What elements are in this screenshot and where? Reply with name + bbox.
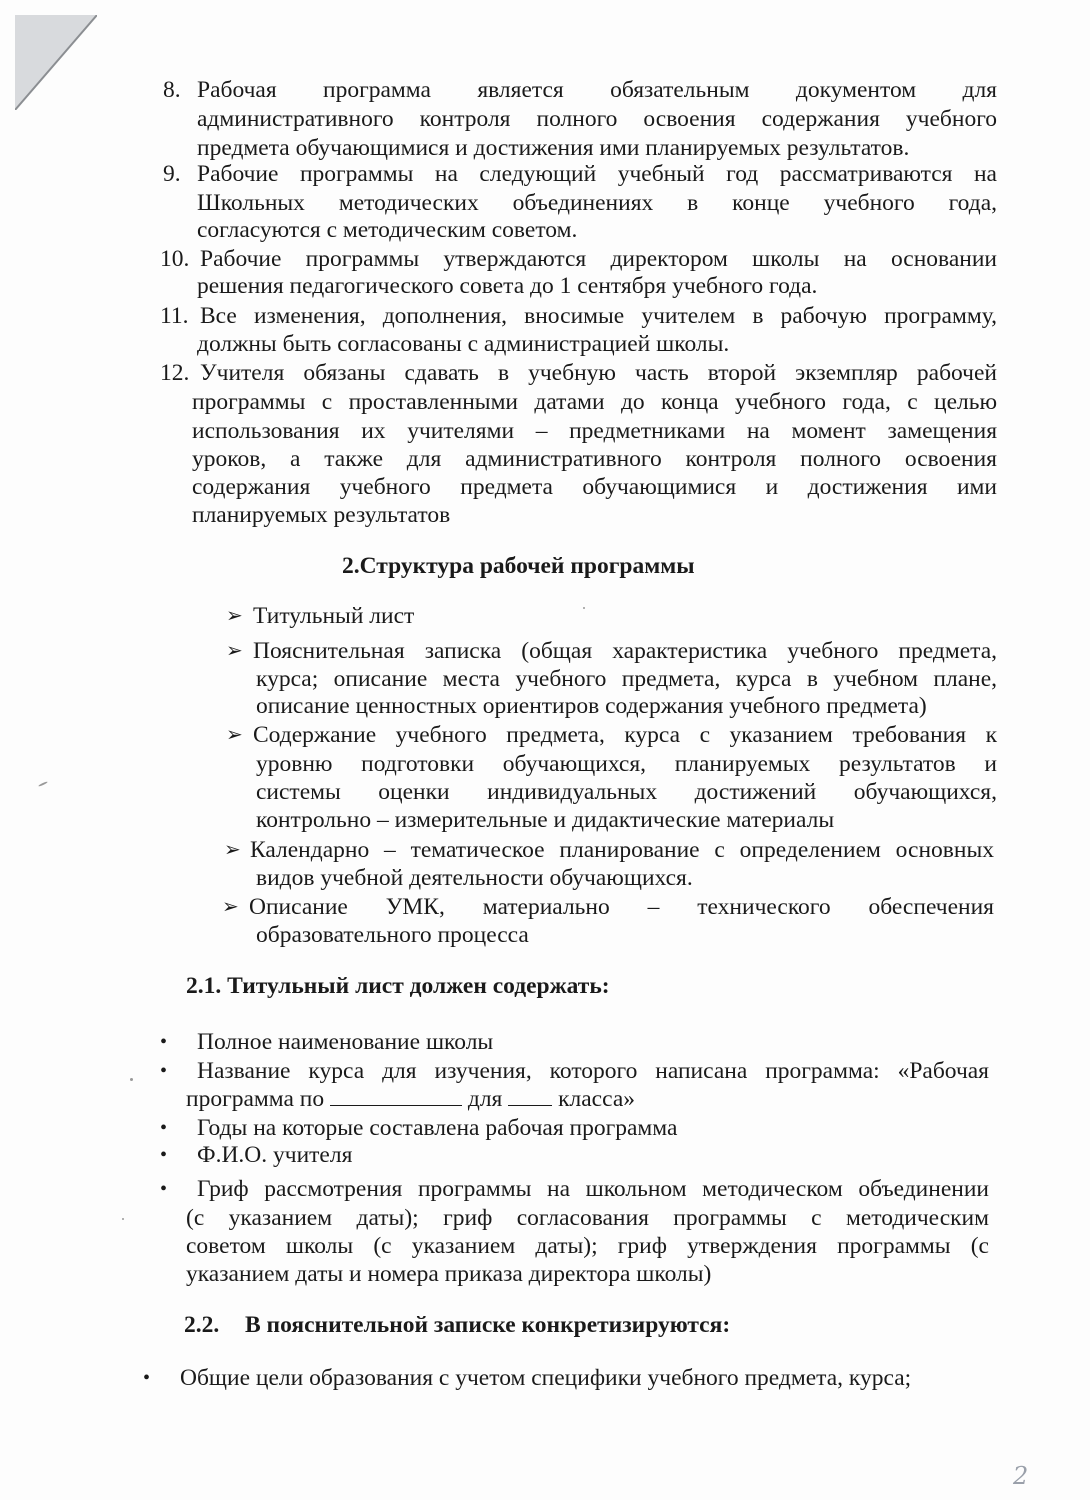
item-12-line-1: Учителя обязаны сдавать в учебную часть второй экземпляр рабочей bbox=[200, 360, 997, 386]
item-number: 10. bbox=[160, 246, 190, 272]
item-9-line-1: Рабочие программы на следующий учебный год рассматриваются на bbox=[197, 161, 997, 187]
explanatory-note-item-1: Общие цели образования с учетом специфики учебного предмета, курса; bbox=[180, 1365, 912, 1391]
fill-in-prefix: программа по bbox=[186, 1086, 325, 1112]
fill-in-suffix: класса» bbox=[558, 1086, 636, 1112]
structure-item-4-line-2: видов учебной деятельности обучающихся. bbox=[256, 865, 693, 891]
item-12-line-2: программы с проставленными датами до конца учебного года, с целью bbox=[192, 389, 997, 415]
structure-item-3-line-2: уровню подготовки обучающихся, планируемых результатов и bbox=[256, 751, 997, 777]
arrow-bullet-icon: ➢ bbox=[226, 724, 243, 746]
grade-blank-field[interactable] bbox=[508, 1087, 552, 1106]
structure-item-2-line-1: Пояснительная записка (общая характеристика учебного предмета, bbox=[253, 638, 997, 664]
section-heading: 2.Структура рабочей программы bbox=[342, 553, 695, 579]
title-page-item-5-line-4: указанием даты и номера приказа директора школы) bbox=[186, 1261, 712, 1287]
scan-speck bbox=[122, 1218, 124, 1220]
structure-item-2-line-2: курса; описание места учебного предмета, курса в учебном плане, bbox=[256, 666, 997, 692]
title-page-item-2-line-2 bbox=[186, 1085, 635, 1113]
title-page-item-5-line-3: советом школы (с указанием даты); гриф утверждения программы (с bbox=[186, 1233, 989, 1259]
scan-speck bbox=[38, 781, 48, 787]
item-12-line-3: использования их учителями – предметниками на момент замещения bbox=[192, 418, 997, 444]
arrow-bullet-icon: ➢ bbox=[222, 896, 239, 918]
structure-item-5-line-2: образовательного процесса bbox=[256, 922, 529, 948]
page-number: 2 bbox=[1013, 1462, 1029, 1490]
dot-bullet-icon: • bbox=[160, 1117, 168, 1139]
item-number: 8. bbox=[163, 77, 181, 103]
title-page-item-3: Годы на которые составлена рабочая программа bbox=[197, 1115, 678, 1141]
item-11-line-2: должны быть согласованы с администрацией школы. bbox=[197, 331, 730, 357]
item-9-line-3: согласуются с методическим советом. bbox=[197, 217, 578, 243]
item-12-line-6: планируемых результатов bbox=[192, 502, 451, 528]
subsection-number: 2.2. bbox=[184, 1312, 220, 1338]
structure-item-4-line-1: Календарно – тематическое планирование с определением основных bbox=[250, 837, 994, 863]
arrow-bullet-icon: ➢ bbox=[226, 605, 243, 627]
title-page-item-5-line-1: Гриф рассмотрения программы на школьном методическом объединении bbox=[197, 1176, 989, 1202]
item-8-line-1: Рабочая программа является обязательным документом для bbox=[197, 77, 997, 103]
subject-blank-field[interactable] bbox=[330, 1087, 462, 1106]
structure-item-3-line-4: контрольно – измерительные и дидактические материалы bbox=[256, 807, 835, 833]
item-9-line-2: Школьных методических объединениях в конце учебного года, bbox=[197, 190, 997, 216]
dot-bullet-icon: • bbox=[160, 1060, 168, 1082]
arrow-bullet-icon: ➢ bbox=[226, 640, 243, 662]
title-page-item-4: Ф.И.О. учителя bbox=[197, 1142, 353, 1168]
item-12-line-5: содержания учебного предмета обучающимися и достижения ими bbox=[192, 474, 997, 500]
scan-speck bbox=[583, 607, 585, 609]
dot-bullet-icon: • bbox=[160, 1178, 168, 1200]
subsection-heading: В пояснительной записке конкретизируются: bbox=[245, 1312, 731, 1338]
item-10-line-2: решения педагогического совета до 1 сентября учебного года. bbox=[197, 273, 818, 299]
dot-bullet-icon: • bbox=[143, 1367, 151, 1389]
scan-speck bbox=[130, 1078, 133, 1081]
structure-item-2-line-3: описание ценностных ориентиров содержания учебного предмета) bbox=[256, 693, 927, 719]
item-number: 12. bbox=[160, 360, 190, 386]
item-8-line-2: административного контроля полного освоения содержания учебного bbox=[197, 106, 997, 132]
title-page-item-2-line-1: Название курса для изучения, которого написана программа: «Рабочая bbox=[197, 1058, 989, 1084]
item-8-line-3: предмета обучающимися и достижения ими планируемых результатов. bbox=[197, 135, 910, 161]
structure-item-3-line-1: Содержание учебного предмета, курса с указанием требования к bbox=[253, 722, 997, 748]
item-10-line-1: Рабочие программы утверждаются директором школы на основании bbox=[200, 246, 997, 272]
title-page-item-5-line-2: (с указанием даты); гриф согласования программы с методическим bbox=[186, 1205, 989, 1231]
dot-bullet-icon: • bbox=[160, 1031, 168, 1053]
item-number: 11. bbox=[160, 303, 189, 329]
subsection-heading: 2.1. Титульный лист должен содержать: bbox=[186, 973, 610, 999]
title-page-item-1: Полное наименование школы bbox=[197, 1029, 494, 1055]
item-number: 9. bbox=[163, 161, 181, 187]
structure-item-3-line-3: системы оценки индивидуальных достижений обучающихся, bbox=[256, 779, 997, 805]
structure-item-1: Титульный лист bbox=[253, 603, 415, 629]
arrow-bullet-icon: ➢ bbox=[224, 839, 241, 861]
structure-item-5-line-1: Описание УМК, материально – технического обеспечения bbox=[249, 894, 994, 920]
item-12-line-4: уроков, а также для административного контроля полного освоения bbox=[192, 446, 997, 472]
fill-in-middle: для bbox=[467, 1086, 503, 1112]
item-11-line-1: Все изменения, дополнения, вносимые учителем в рабочую программу, bbox=[200, 303, 997, 329]
dot-bullet-icon: • bbox=[160, 1144, 168, 1166]
